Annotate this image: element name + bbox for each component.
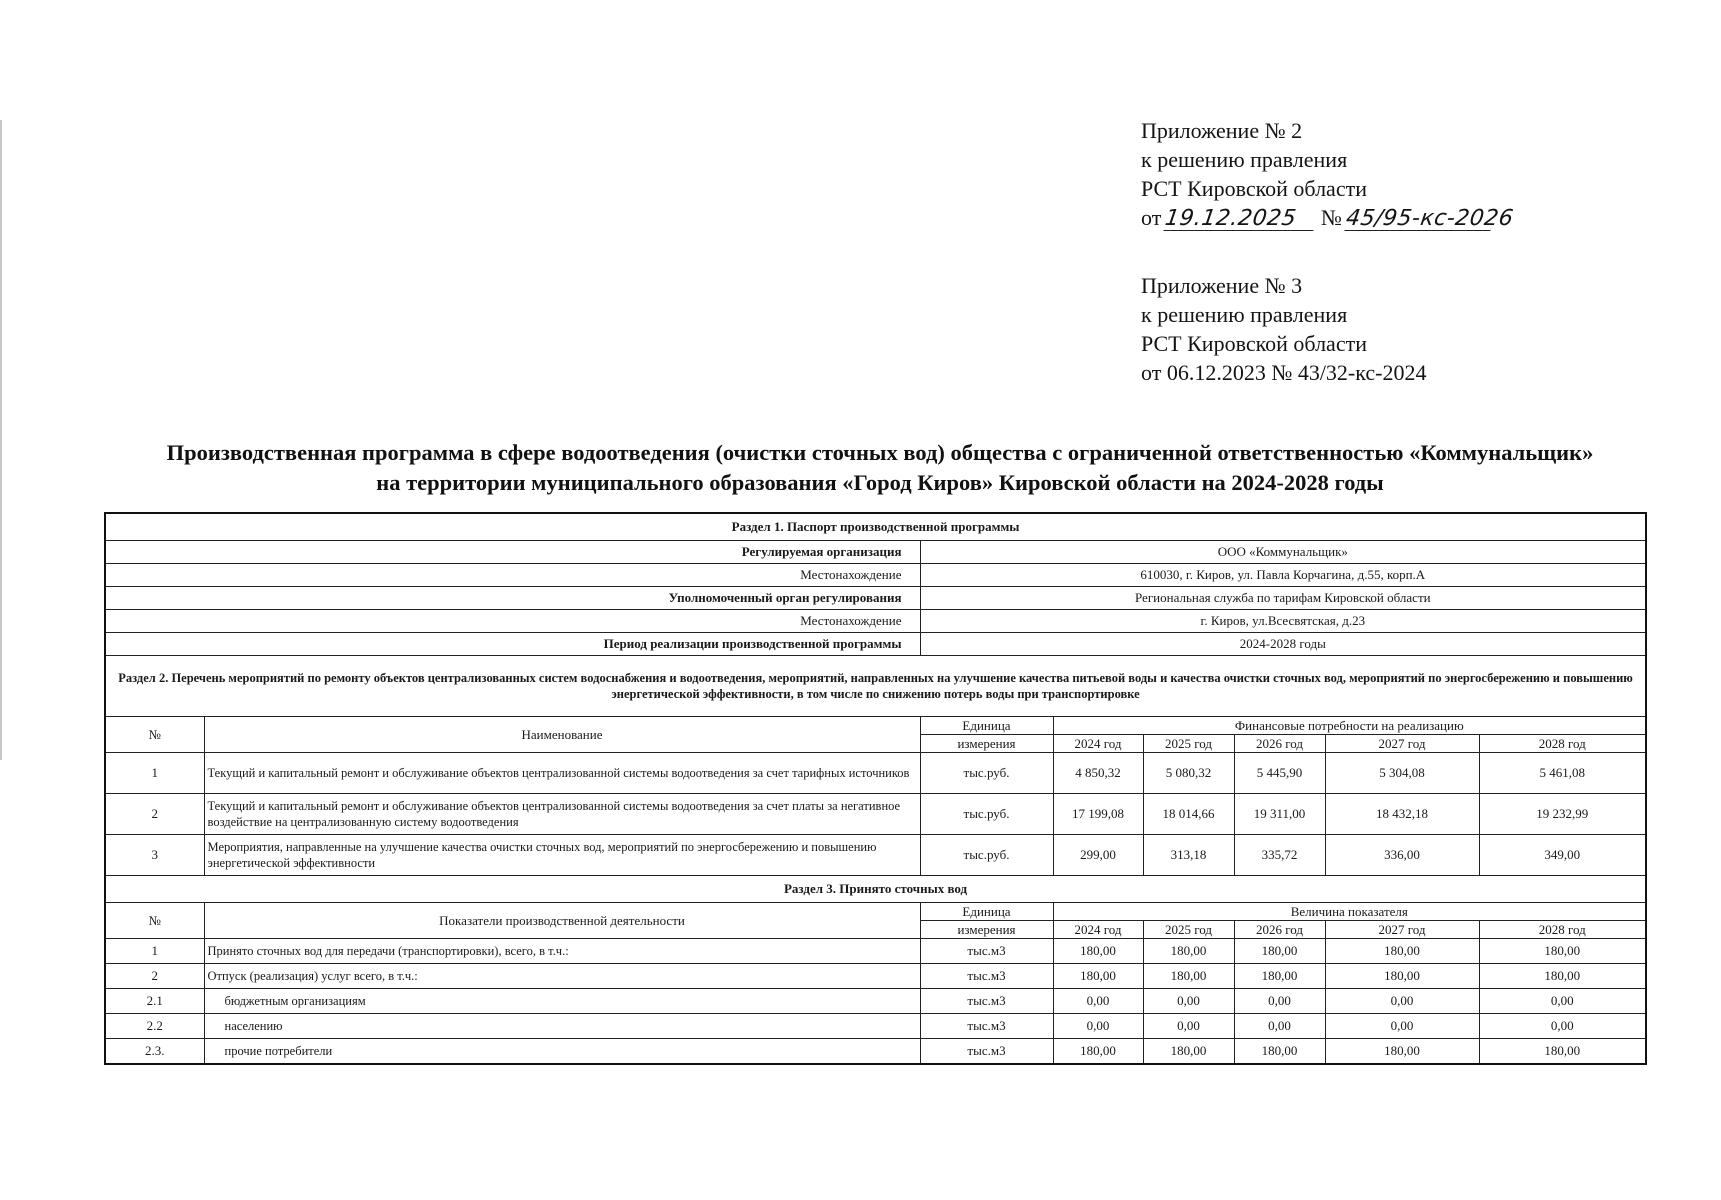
row-number: 2.3. [105,1039,204,1065]
row-value: 18 014,66 [1143,794,1234,835]
row-number: 2 [105,794,204,835]
row-unit: тыс.м3 [920,1014,1053,1039]
passport-value: 610030, г. Киров, ул. Павла Корчагина, д.55, корп.А [920,564,1646,587]
passport-label: Местонахождение [105,610,920,633]
row-name: Мероприятия, направленные на улучшение качества очистки сточных вод, мероприятий по энергосбережению и повышению энергетической эффективности [204,835,920,876]
table-row [105,835,1646,876]
passport-value: ООО «Коммунальщик» [920,541,1646,564]
handwritten-date: 19.12.2025 [1164,208,1317,231]
row-value: 0,00 [1325,1014,1479,1039]
row-name: Отпуск (реализация) услуг всего, в т.ч.: [204,964,920,989]
row-value: 0,00 [1143,989,1234,1014]
row-value: 5 304,08 [1325,753,1479,794]
row-value: 180,00 [1325,1039,1479,1065]
row-value: 349,00 [1479,835,1646,876]
column-header-unit-2: измерения [920,921,1053,939]
row-unit: тыс.м3 [920,964,1053,989]
row-number: 1 [105,939,204,964]
passport-value: 2024-2028 годы [920,633,1646,656]
document-title [60,438,1700,498]
appendix-2-date-line [1141,203,1515,232]
row-value: 180,00 [1234,939,1325,964]
column-header-indicator-value: Величина показателя [1053,903,1646,921]
appendix-2-block [1141,116,1515,232]
year-header: 2028 год [1479,735,1646,753]
row-name: бюджетным организациям [204,989,920,1014]
passport-label: Регулируемая организация [105,541,920,564]
passport-value: г. Киров, ул.Всесвятская, д.23 [920,610,1646,633]
row-value: 180,00 [1053,1039,1143,1065]
section-1-heading-row [105,513,1646,541]
row-number: 1 [105,753,204,794]
row-value: 180,00 [1143,964,1234,989]
passport-row [105,587,1646,610]
row-value: 180,00 [1234,964,1325,989]
section-2-header-row-1 [105,717,1646,735]
section-3-header-row-1 [105,903,1646,921]
appendix-2-authority: РСТ Кировской области [1141,176,1367,201]
section-2-heading: Раздел 2. Перечень мероприятий по ремонту объектов централизованных систем водоснабжения и водоотведения, мероприятий, направленных на улучшение качества питьевой воды и качества очистки сточных вод, мероприятий по энергосбережению и повышению энергетической эффективности, в том числе по снижению потерь воды при транспортировке [105,656,1646,717]
row-unit: тыс.руб. [920,794,1053,835]
row-value: 0,00 [1053,989,1143,1014]
row-value: 180,00 [1053,939,1143,964]
year-header: 2024 год [1053,921,1143,939]
row-value: 299,00 [1053,835,1143,876]
column-header-number: № [105,903,204,939]
passport-value: Региональная служба по тарифам Кировской области [920,587,1646,610]
row-value: 0,00 [1143,1014,1234,1039]
row-unit: тыс.м3 [920,1039,1053,1065]
row-name: Принято сточных вод для передачи (транспортировки), всего, в т.ч.: [204,939,920,964]
table-row [105,794,1646,835]
row-value: 0,00 [1479,1014,1646,1039]
section-3-heading: Раздел 3. Принято сточных вод [105,876,1646,903]
row-unit: тыс.руб. [920,753,1053,794]
row-value: 18 432,18 [1325,794,1479,835]
appendix-3-title: Приложение № 3 [1141,273,1303,298]
row-value: 5 080,32 [1143,753,1234,794]
column-header-unit-1: Единица [920,903,1053,921]
row-number: 2 [105,964,204,989]
row-value: 4 850,32 [1053,753,1143,794]
appendix-2-decision: к решению правления [1141,147,1348,172]
row-value: 335,72 [1234,835,1325,876]
appendix-3-block [1141,271,1426,387]
appendix-3-date-number: от 06.12.2023 № 43/32-кс-2024 [1141,360,1427,385]
table-row [105,964,1646,989]
column-header-financial-needs: Финансовые потребности на реализацию [1053,717,1646,735]
row-name: прочие потребители [204,1039,920,1065]
column-header-indicators: Показатели производственной деятельности [204,903,920,939]
row-number: 2.1 [105,989,204,1014]
row-value: 0,00 [1234,989,1325,1014]
section-3-heading-row [105,876,1646,903]
table-row [105,989,1646,1014]
row-unit: тыс.м3 [920,989,1053,1014]
row-name: населению [204,1014,920,1039]
row-value: 19 232,99 [1479,794,1646,835]
year-header: 2027 год [1325,921,1479,939]
row-value: 180,00 [1143,939,1234,964]
row-value: 180,00 [1234,1039,1325,1065]
year-header: 2027 год [1325,735,1479,753]
section-1-heading: Раздел 1. Паспорт производственной программы [105,513,1646,541]
row-value: 0,00 [1325,989,1479,1014]
row-value: 313,18 [1143,835,1234,876]
handwritten-number: 45/95-кс-2026 [1344,206,1515,231]
row-value: 0,00 [1234,1014,1325,1039]
row-value: 19 311,00 [1234,794,1325,835]
row-unit: тыс.руб. [920,835,1053,876]
row-name: Текущий и капитальный ремонт и обслуживание объектов централизованной системы водоотведения за счет тарифных источников [204,753,920,794]
year-header: 2028 год [1479,921,1646,939]
appendix-3-authority: РСТ Кировской области [1141,331,1367,356]
production-program-table [104,512,1647,1065]
row-value: 5 461,08 [1479,753,1646,794]
appendix-3-decision: к решению правления [1141,302,1348,327]
column-header-unit-1: Единица [920,717,1053,735]
row-value: 17 199,08 [1053,794,1143,835]
table-row [105,1039,1646,1065]
column-header-name: Наименование [204,717,920,753]
year-header: 2025 год [1143,735,1234,753]
row-value: 180,00 [1325,939,1479,964]
table-row [105,753,1646,794]
passport-label: Местонахождение [105,564,920,587]
row-value: 0,00 [1053,1014,1143,1039]
year-header: 2026 год [1234,735,1325,753]
from-prefix: от [1141,205,1162,230]
number-sign: № [1320,205,1342,230]
passport-row [105,564,1646,587]
document-title-line-1: Производственная программа в сфере водоотведения (очистки сточных вод) общества с ограниченной ответственностью «Коммунальщик» [166,440,1594,465]
row-value: 336,00 [1325,835,1479,876]
row-value: 180,00 [1143,1039,1234,1065]
document-title-line-2: на территории муниципального образования «Город Киров» Кировской области на 2024-2028 годы [376,470,1384,495]
row-value: 180,00 [1479,964,1646,989]
row-value: 180,00 [1325,964,1479,989]
passport-label: Период реализации производственной программы [105,633,920,656]
section-2-heading-row [105,656,1646,717]
row-value: 180,00 [1479,939,1646,964]
year-header: 2026 год [1234,921,1325,939]
passport-label: Уполномоченный орган регулирования [105,587,920,610]
row-number: 3 [105,835,204,876]
appendix-2-title: Приложение № 2 [1141,118,1303,143]
passport-row [105,633,1646,656]
passport-row [105,610,1646,633]
row-value: 5 445,90 [1234,753,1325,794]
row-name: Текущий и капитальный ремонт и обслуживание объектов централизованной системы водоотведения за счет платы за негативное воздействие на централизованную систему водоотведения [204,794,920,835]
row-value: 0,00 [1479,989,1646,1014]
year-header: 2024 год [1053,735,1143,753]
row-number: 2.2 [105,1014,204,1039]
row-unit: тыс.м3 [920,939,1053,964]
year-header: 2025 год [1143,921,1234,939]
passport-row [105,541,1646,564]
row-value: 180,00 [1479,1039,1646,1065]
column-header-unit-2: измерения [920,735,1053,753]
scan-edge-line [0,120,2,760]
table-row [105,939,1646,964]
table-row [105,1014,1646,1039]
column-header-number: № [105,717,204,753]
row-value: 180,00 [1053,964,1143,989]
